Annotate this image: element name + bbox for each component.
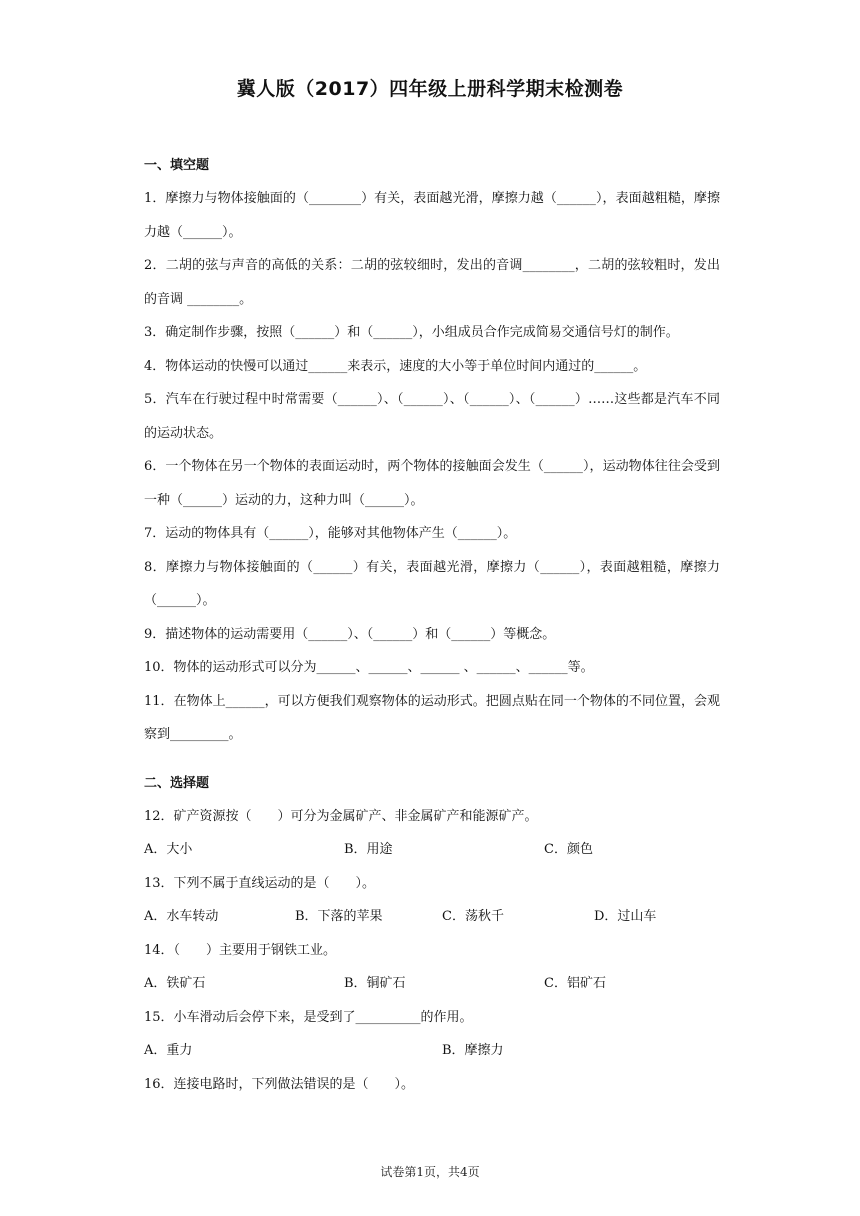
question-14-option-b: B．铜矿石 [344, 976, 406, 991]
question-1: 1．摩擦力与物体接触面的（________）有关，表面越光滑，摩擦力越（______），表面越粗糙，摩擦力越（______）。 [144, 191, 720, 240]
question-13-option-c: C．荡秋千 [442, 909, 504, 924]
section-fill-in-heading: 一、填空题 [144, 158, 210, 173]
exam-title: 冀人版（2017）四年级上册科学期末检测卷 [236, 78, 624, 100]
question-15-option-a: A．重力 [144, 1043, 193, 1058]
question-13-option-b: B．下落的苹果 [295, 909, 383, 924]
question-12: 12．矿产资源按（ ）可分为金属矿产、非金属矿产和能源矿产。 [144, 808, 538, 824]
question-12-option-c: C．颜色 [544, 842, 593, 857]
question-2: 2．二胡的弦与声音的高低的关系：二胡的弦较细时，发出的音调________，二胡的弦较粗时，发出的音调 ________。 [144, 258, 720, 307]
question-13-options [144, 900, 720, 934]
section-choice-heading: 二、选择题 [144, 775, 210, 791]
question-15-option-b: B．摩擦力 [442, 1043, 504, 1058]
question-12-option-a: A．大小 [144, 842, 193, 857]
question-7: 7．运动的物体具有（______），能够对其他物体产生（______）。 [144, 526, 517, 541]
exam-content [144, 150, 720, 1101]
question-8: 8．摩擦力与物体接触面的（______）有关，表面越光滑，摩擦力（______），表面越粗糙，摩擦力（______）。 [144, 559, 720, 608]
question-14-option-a: A．铁矿石 [144, 976, 206, 991]
section-spacer [144, 752, 720, 768]
question-13: 13．下列不属于直线运动的是（ ）。 [144, 875, 376, 891]
question-12-option-b: B．用途 [344, 842, 393, 857]
question-14-option-c: C．铝矿石 [544, 976, 606, 991]
question-6: 6．一个物体在另一个物体的表面运动时，两个物体的接触面会发生（______），运动物体往往会受到一种（______）运动的力，这种力叫（______）。 [144, 459, 720, 508]
question-13-option-a: A．水车转动 [144, 909, 219, 924]
question-16: 16．连接电路时，下列做法错误的是（ ）。 [144, 1076, 415, 1092]
question-15: 15．小车滑动后会停下来，是受到了__________的作用。 [144, 1009, 473, 1025]
question-11: 11．在物体上______，可以方便我们观察物体的运动形式。把圆点贴在同一个物体的不同位置，会观察到_________。 [144, 693, 720, 742]
question-15-options [144, 1034, 720, 1068]
question-4: 4．物体运动的快慢可以通过______来表示，速度的大小等于单位时间内通过的______。 [144, 358, 647, 374]
question-14-options [144, 967, 720, 1001]
question-3: 3．确定制作步骤，按照（______）和（______），小组成员合作完成简易交通信号灯的制作。 [144, 325, 679, 340]
question-9: 9．描述物体的运动需要用（______）、（______）和（______）等概念。 [144, 626, 556, 642]
page-footer: 试卷第1页，共4页 [380, 1165, 480, 1179]
question-14: 14．（ ）主要用于钢铁工业。 [144, 942, 337, 958]
question-13-option-d: D．过山车 [594, 909, 657, 924]
question-12-options [144, 833, 720, 867]
question-10: 10．物体的运动形式可以分为______、______、______ 、______、______等。 [144, 660, 594, 675]
question-5: 5．汽车在行驶过程中时常需要（______）、（______）、（______）、（______）……这些都是汽车不同的运动状态。 [144, 392, 720, 441]
